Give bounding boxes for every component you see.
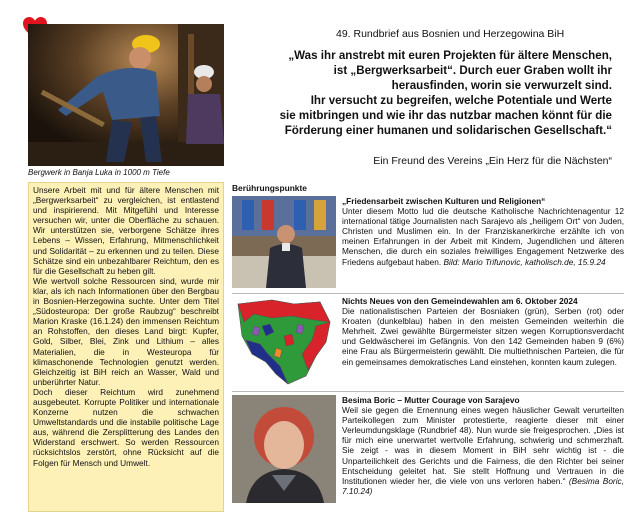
mine-photo [28,24,224,166]
divider [232,293,624,294]
item-caption: Bild: Mario Trifunovic, katholisch.de, 15.9.24 [443,256,606,267]
quote-line: ist „Bergwerksarbeit“. Durch euer Graben wollt ihr [333,64,612,77]
quote-line: Förderung einer humanen und solidarischen Gesellschaft.“ [284,124,612,137]
quote-author: Ein Freund des Vereins „Ein Herz für die Nächsten“ [373,155,612,167]
item-body: Unter diesem Motto lud die deutsche Katholische Nachrichtenagentur 12 international tätige Journalisten nach Sarajevo als „heiligem Ort“ von Juden, Christen und Muslimen ein. In der Franziskanerkirche erzählte ich von meinen Erfahrungen in der Arbeit mit Kindern, Jugendlichen und älteren Menschen, die durch ein soziales freiwilliges Engagement Netzwerke des Friedens aufgebaut haben. [342,206,624,267]
church-photo [232,196,336,288]
quote-line: Ihr versucht zu begreifen, welche Potentiale und Werte [310,94,612,107]
intro-column [28,182,224,512]
quote-line: sie mitbringen und wie ihr das nutzbar machen könnt für die [279,109,612,122]
newsletter-header: 49. Rundbrief aus Bosnien und Herzegowina BiH [336,28,565,40]
photo-caption: Bergwerk in Banja Luka in 1000 m Tiefe [28,168,170,177]
item-body: Die nationalistischen Parteien der Bosniaken (grün), Serben (rot) oder Kroaten (dunkelblau) haben in den meisten Gemeinden weiterhin die Mehrheit. Zwei gewählte Bürgermeister sitzen wegen Korruptionsverdacht und Geldwäscherei im Gefängnis. Von den 142 Gemeinden haben 9 (6%) eine Frau als Bürgermeisterin gewählt. Die multiethnischen Parteien, die für ein gemeinsames demokratisches Land einstehen, konnten kaum zulegen. [342,306,624,367]
news-item [232,296,624,390]
news-item [232,395,624,512]
section-title: Berührungspunkte [232,183,307,193]
intro-paragraph: Doch dieser Reichtum wird zunehmend ausgebeutet. Korrupte Politiker und internationale Konzerne nutzen die schwachen Umweltstandards und die instabile politische Lage aus, während die Zersplitterung des Landes den Widerstand erschwert. So werden Ressourcen rücksichtslos zerstört, ohne Rücksicht auf die Folgen für Mensch und Umwelt. [33,386,219,468]
portrait-photo [232,395,336,503]
item-title: „Friedensarbeit zwischen Kulturen und Religionen“ [342,196,546,206]
item-caption: (Besima Boric, 7.10.24) [342,475,624,496]
intro-paragraph: Wie wertvoll solche Ressourcen sind, wurde mir klar, als ich nach Informationen über den Bergbau in Bosnien-Herzegowina suchte. Unter dem Titel „Südosteuropa: Der große Raubzug“ beschreibt Marion Kraske (16.1.24) den immensen Reichtum an Rohstoffen, den dieses Land birgt: Kupfer, Gold, Silber, Blei, Zink und Lithium – alles Materialien, die in Westeuropa für klimaschonende Technologien genutzt werden. Gleichzeitig ist BiH reich an Wasser, Wald und unberührter Natur. [33,275,219,387]
quote-line: herausfinden, worin sie verwurzelt sind. [391,79,612,92]
main-quote [238,48,612,138]
quote-line: „Was ihr anstrebt mit euren Projekten für ältere Menschen, [288,49,612,62]
item-title: Besima Boric – Mutter Courage von Sarajevo [342,395,520,405]
news-item [232,196,624,294]
item-title: Nichts Neues von den Gemeindewahlen am 6. Oktober 2024 [342,296,578,306]
divider [232,391,624,392]
item-body: Weil sie gegen die Ernennung eines wegen häuslicher Gewalt verurteilten Parteikollegen zum Minister protestierte, reagierte dieser mit einer Verleumdungsklage (Rundbrief 48). Nun wurde sie freigesprochen. „Dies ist für mich eine unerwartet wertvolle Erfahrung, schwierig und schmerzhaft. Sie zeigt - was in diesem Moment in BiH sehr wichtig ist - die Unparteilichkeit des Gerichts und die Fairness, die den Richter bei seiner Entscheidung geleitet hat. Sie stellt Hoffnung und Vertrauen in die Institutionen wieder her, die viele von uns verloren haben.“ [342,405,624,486]
intro-paragraph: Unsere Arbeit mit und für ältere Menschen mit „Bergwerksarbeit“ zu vergleichen, ist entlastend und inspirierend. Mit Mitgefühl und Interesse versuchen wir, unter die Oberfläche zu schauen. Wir unterstützen sie, verborgene Schätze ihres Lebens – Wissen, Erfahrung, Mitmenschlichkeit und Solidarität – zu erkennen und zu teilen. Diese Schätze sind ein unbezahlbarer Reichtum, den es für die Gesellschaft zu heben gilt. [33,185,219,276]
election-map [232,296,336,388]
